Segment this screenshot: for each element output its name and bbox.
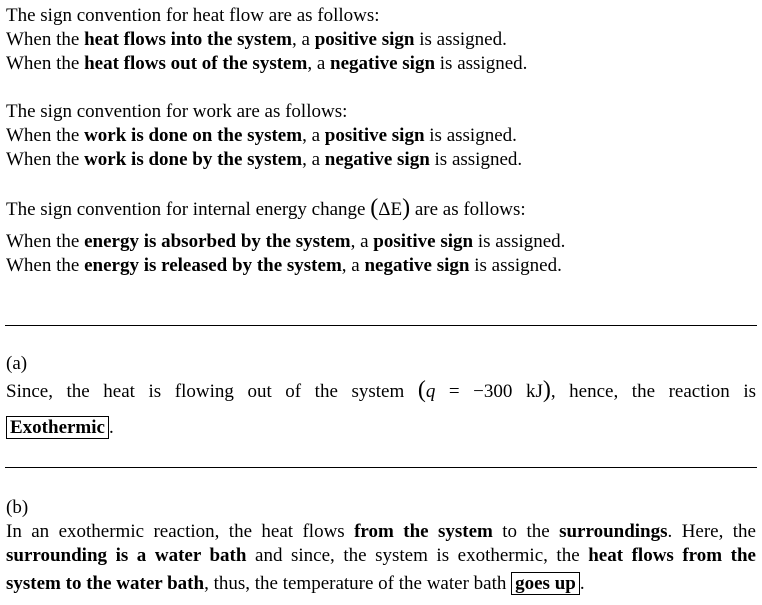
part-b-label: (b) bbox=[6, 497, 29, 518]
part-a-answer: Exothermic bbox=[6, 416, 109, 439]
heat-intro: The sign convention for heat flow are as follows: bbox=[6, 5, 380, 26]
energy-intro: The sign convention for internal energy change (ΔE) are as follows: bbox=[6, 195, 526, 221]
part-b-answer: goes up bbox=[511, 572, 580, 595]
part-a-sentence: Since, the heat is flowing out of the system (q = −300 kJ), hence, the reaction is bbox=[6, 377, 757, 403]
work-positive-line: When the work is done on the system, a positive sign is assigned. bbox=[6, 125, 517, 146]
part-b-line-1: In an exothermic reaction, the heat flows from the system to the surroundings. Here, the bbox=[6, 521, 756, 542]
heat-positive-line: When the heat flows into the system, a positive sign is assigned. bbox=[6, 29, 507, 50]
energy-negative-line: When the energy is released by the system, a negative sign is assigned. bbox=[6, 255, 562, 276]
heat-negative-line: When the heat flows out of the system, a negative sign is assigned. bbox=[6, 53, 528, 74]
part-a-label: (a) bbox=[6, 353, 28, 374]
part-b-line-2: surrounding is a water bath and since, the system is exothermic, the heat flows from the bbox=[6, 545, 756, 566]
section-divider bbox=[5, 325, 757, 326]
part-b-line-3: system to the water bath, thus, the temperature of the water bath goes up . bbox=[6, 573, 585, 594]
work-intro: The sign convention for work are as follows: bbox=[6, 101, 348, 122]
energy-positive-line: When the energy is absorbed by the system, a positive sign is assigned. bbox=[6, 231, 566, 252]
delta-e-symbol: ΔE bbox=[378, 199, 403, 220]
part-a-answer-line: Exothermic . bbox=[6, 416, 114, 440]
work-negative-line: When the work is done by the system, a negative sign is assigned. bbox=[6, 149, 523, 170]
section-divider bbox=[5, 467, 757, 468]
